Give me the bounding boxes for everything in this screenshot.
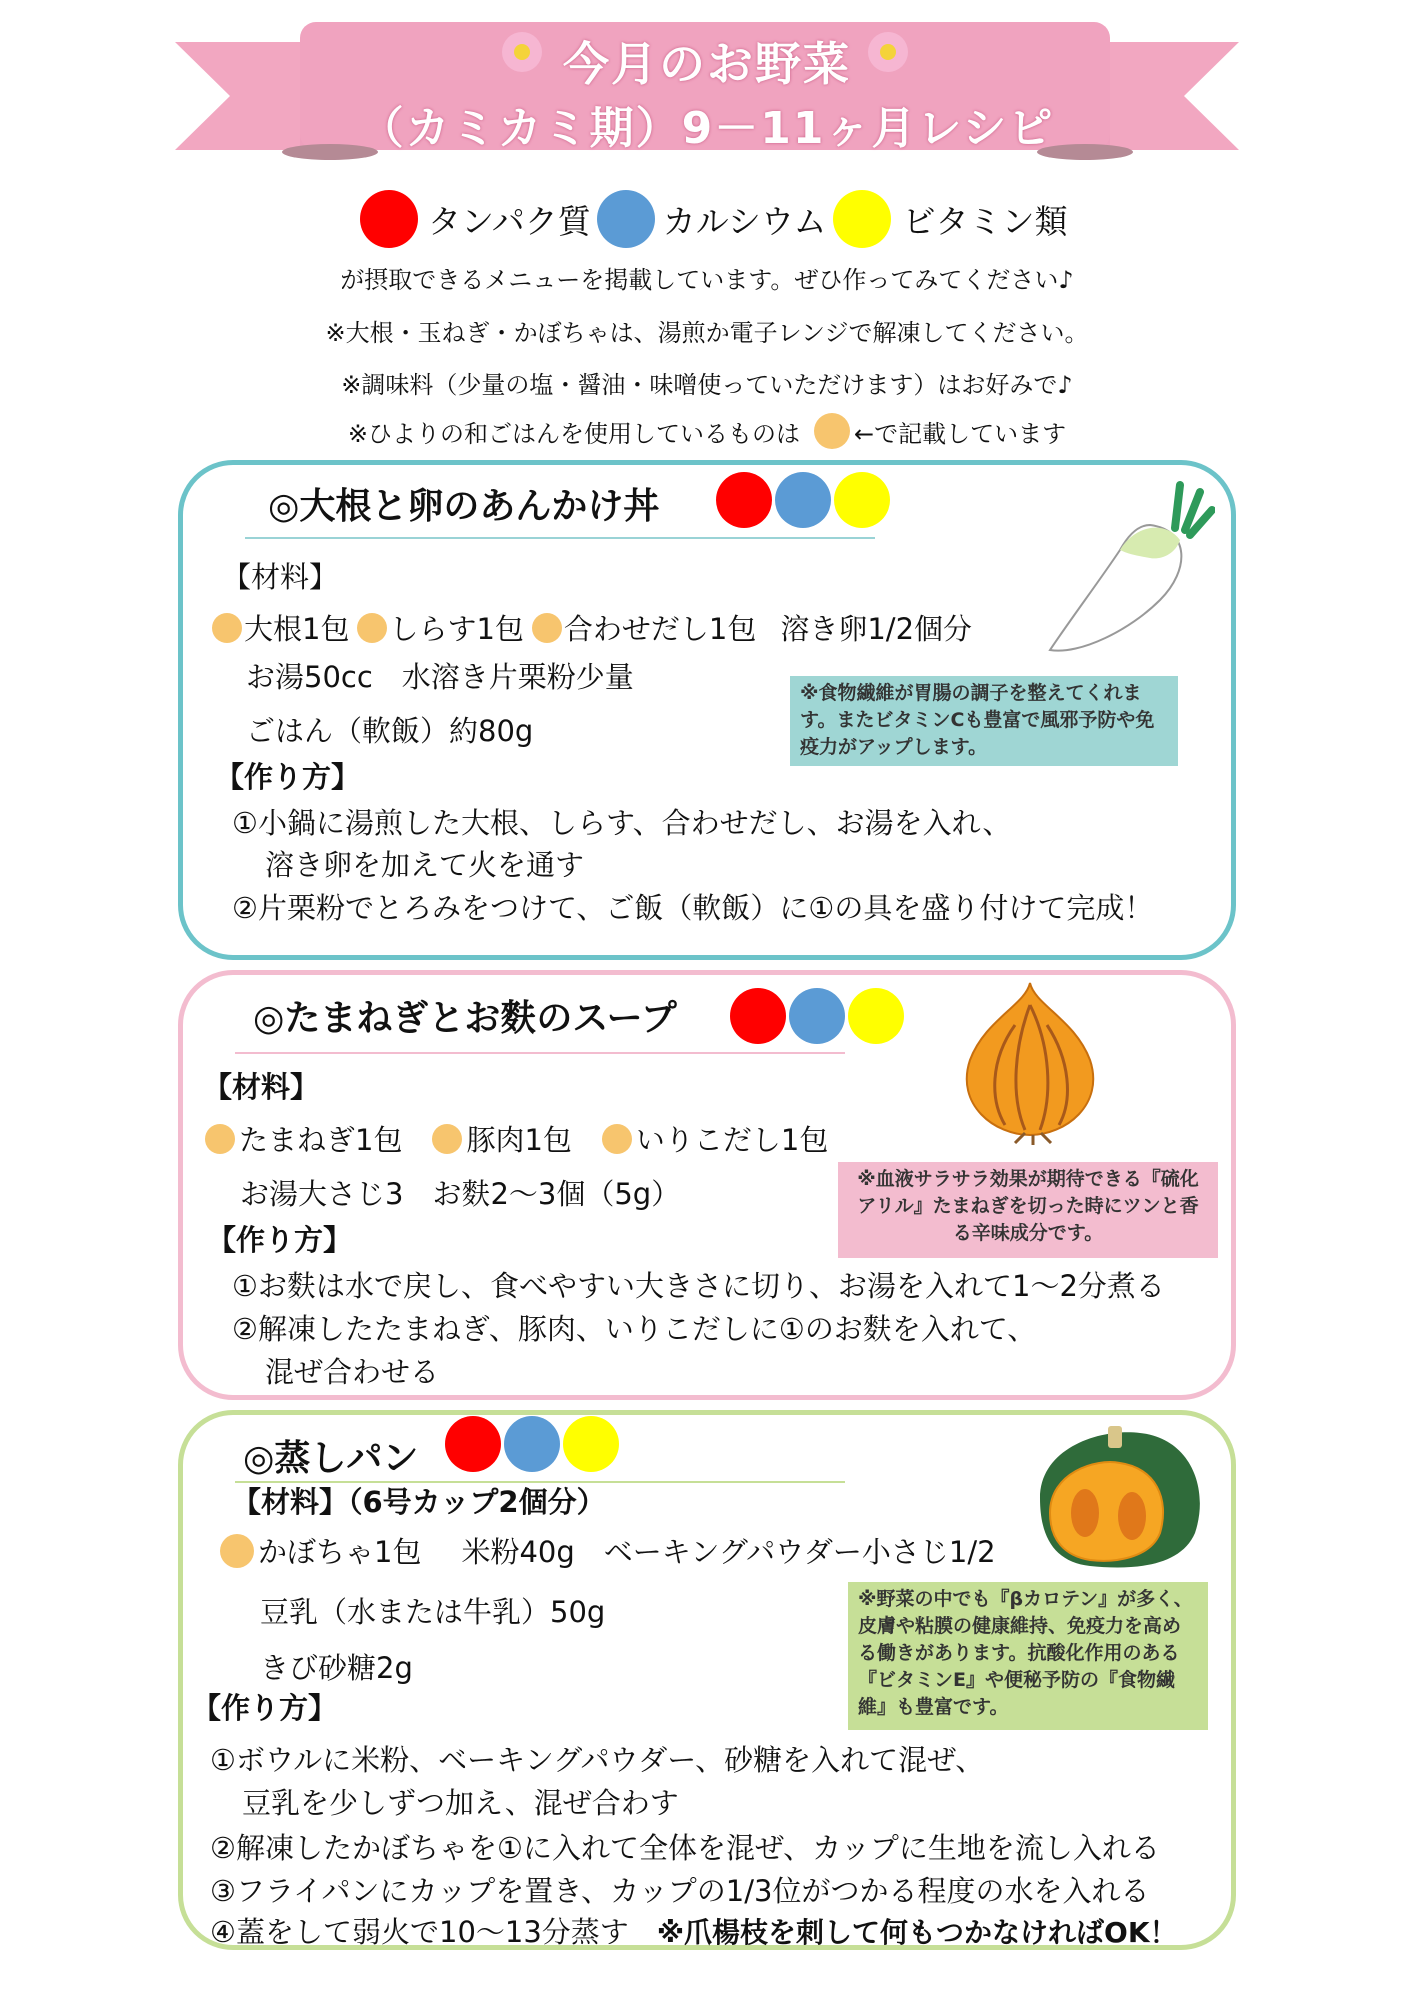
vitamin-dot-icon bbox=[834, 472, 890, 528]
vitamin-label: ビタミン類 bbox=[902, 201, 1068, 241]
ingredient: 溶き卵1/2個分 bbox=[780, 612, 973, 646]
recipe-3-method-heading: 【作り方】 bbox=[192, 1691, 338, 1725]
recipe-3-materials-heading: 【材料】（6号カップ2個分） bbox=[232, 1485, 606, 1519]
recipe-1-step: 溶き卵を加えて火を通す bbox=[265, 848, 585, 882]
recipe-3-step: 豆乳を少しずつ加え、混ぜ合わす bbox=[242, 1786, 679, 1820]
recipe-2-step: ①お麩は水で戻し、食べやすい大きさに切り、お湯を入れて1～2分煮る bbox=[232, 1269, 1165, 1303]
intro-line-4-tail: ←で記載しています bbox=[854, 419, 1067, 448]
recipe-2-method-heading: 【作り方】 bbox=[207, 1223, 353, 1257]
intro-line-2: ※大根・玉ねぎ・かぼちゃは、湯煎か電子レンジで解凍してください。 bbox=[325, 319, 1089, 347]
recipe-3-nutrients bbox=[445, 1416, 622, 1472]
recipe-1-ingredients-row-1 bbox=[212, 607, 972, 648]
onion-icon bbox=[955, 975, 1105, 1145]
recipe-3-step: ②解凍したかぼちゃを①に入れて全体を混ぜ、カップに生地を流し入れる bbox=[210, 1831, 1160, 1865]
calcium-label: カルシウム bbox=[662, 201, 827, 241]
recipe-3-ingredients-row-1 bbox=[220, 1530, 996, 1571]
recipe-2-step: ②解凍したたまねぎ、豚肉、いりこだしに①のお麩を入れて、 bbox=[232, 1312, 1037, 1346]
recipe-1-note: ※食物繊維が胃腸の調子を整えてくれます。またビタミンCも豊富で風邪予防や免疫力がアップします。 bbox=[790, 676, 1178, 766]
title-line-1: 今月のお野菜 bbox=[563, 37, 851, 91]
recipe-2-title: ◎たまねぎとお麩のスープ bbox=[253, 998, 677, 1039]
recipe-2-nutrients bbox=[730, 988, 907, 1044]
recipe-2-note: ※血液サラサラ効果が期待できる『硫化アリル』たまねぎを切った時にツンと香る辛味成分です。 bbox=[838, 1162, 1218, 1258]
recipe-3-step: ③フライパンにカップを置き、カップの1/3位がつかる程度の水を入れる bbox=[210, 1874, 1150, 1908]
recipe-1-ingredient: お湯50cc 水溶き片栗粉少量 bbox=[246, 660, 634, 694]
recipe-2-step: 混ぜ合わせる bbox=[265, 1355, 440, 1389]
vitamin-dot-icon bbox=[848, 988, 904, 1044]
protein-label: タンパク質 bbox=[428, 201, 591, 241]
recipe-2-materials-heading: 【材料】 bbox=[203, 1070, 320, 1104]
intro-line-3: ※調味料（少量の塩・醤油・味噌使っていただけます）はお好みで♪ bbox=[341, 371, 1073, 399]
recipe-1-underline bbox=[245, 537, 875, 539]
protein-dot-icon bbox=[360, 190, 418, 248]
recipe-2-ingredient: お湯大さじ3 お麩2～3個（5g） bbox=[240, 1177, 681, 1211]
recipe-3-note: ※野菜の中でも『βカロテン』が多く、皮膚や粘膜の健康維持、免疫力を高める働きがあります。抗酸化作用のある『ビタミンE』や便秘予防の『食物繊維』も豊富です。 bbox=[848, 1582, 1208, 1730]
vitamin-dot-icon bbox=[833, 190, 891, 248]
recipe-3-ingredient: 豆乳（水または牛乳）50g bbox=[260, 1595, 606, 1629]
wagohan-dot-icon bbox=[814, 413, 850, 449]
recipe-1-materials-heading: 【材料】 bbox=[222, 560, 339, 594]
recipe-1-title: ◎大根と卵のあんかけ丼 bbox=[268, 486, 660, 527]
intro-line-1: が摂取できるメニューを掲載しています。ぜひ作ってみてください♪ bbox=[340, 266, 1074, 294]
ingredient: 豚肉1包 bbox=[466, 1123, 572, 1157]
calcium-dot-icon bbox=[597, 190, 655, 248]
intro-line-4 bbox=[0, 413, 1414, 449]
daikon-icon bbox=[1040, 470, 1215, 660]
nutrient-legend bbox=[360, 190, 1068, 248]
wagohan-dot-icon bbox=[602, 1124, 632, 1154]
recipe-3-ingredient: きび砂糖2g bbox=[260, 1651, 413, 1685]
recipe-2-ingredients-row-1 bbox=[205, 1118, 828, 1159]
recipe-3-step-4-note: ※爪楊枝を刺して何もつかなければOK！ bbox=[656, 1915, 1178, 1949]
title-line-2: （カミカミ期）9－11ヶ月レシピ bbox=[359, 103, 1055, 154]
ingredient: いりこだし1包 bbox=[635, 1123, 829, 1157]
ingredient: 米粉40g ベーキングパウダー小さじ1/2 bbox=[461, 1535, 996, 1569]
wagohan-dot-icon bbox=[220, 1534, 254, 1568]
recipe-3-step: ④蓋をして弱火で10～13分蒸す bbox=[210, 1915, 629, 1949]
wagohan-dot-icon bbox=[205, 1124, 235, 1154]
calcium-dot-icon bbox=[789, 988, 845, 1044]
protein-dot-icon bbox=[730, 988, 786, 1044]
calcium-dot-icon bbox=[775, 472, 831, 528]
recipe-3-step: ①ボウルに米粉、ベーキングパウダー、砂糖を入れて混ぜ、 bbox=[210, 1743, 985, 1777]
recipe-1-nutrients bbox=[716, 472, 893, 528]
ingredient: かぼちゃ1包 bbox=[258, 1535, 422, 1569]
wagohan-dot-icon bbox=[212, 613, 242, 643]
wagohan-dot-icon bbox=[432, 1124, 462, 1154]
vitamin-dot-icon bbox=[563, 1416, 619, 1472]
recipe-1-step: ②片栗粉でとろみをつけて、ご飯（軟飯）に①の具を盛り付けて完成！ bbox=[232, 891, 1154, 925]
protein-dot-icon bbox=[716, 472, 772, 528]
pumpkin-icon bbox=[1020, 1418, 1210, 1573]
ingredient: 合わせだし1包 bbox=[563, 612, 757, 646]
wagohan-dot-icon bbox=[357, 613, 387, 643]
wagohan-dot-icon bbox=[532, 613, 562, 643]
ingredient: 大根1包 bbox=[244, 612, 350, 646]
ingredient: しらす1包 bbox=[389, 612, 524, 646]
recipe-3-step-4 bbox=[210, 1910, 1178, 1951]
recipe-1-step: ①小鍋に湯煎した大根、しらす、合わせだし、お湯を入れ、 bbox=[232, 806, 1012, 840]
recipe-3-title: ◎蒸しパン bbox=[243, 1438, 419, 1479]
protein-dot-icon bbox=[445, 1416, 501, 1472]
calcium-dot-icon bbox=[504, 1416, 560, 1472]
recipe-1-method-heading: 【作り方】 bbox=[215, 760, 361, 794]
recipe-1-ingredient: ごはん（軟飯）約80g bbox=[246, 714, 534, 748]
recipe-2-underline bbox=[235, 1052, 845, 1054]
intro-line-4-text: ※ひよりの和ごはんを使用しているものは bbox=[347, 419, 800, 448]
ingredient: たまねぎ1包 bbox=[239, 1123, 403, 1157]
